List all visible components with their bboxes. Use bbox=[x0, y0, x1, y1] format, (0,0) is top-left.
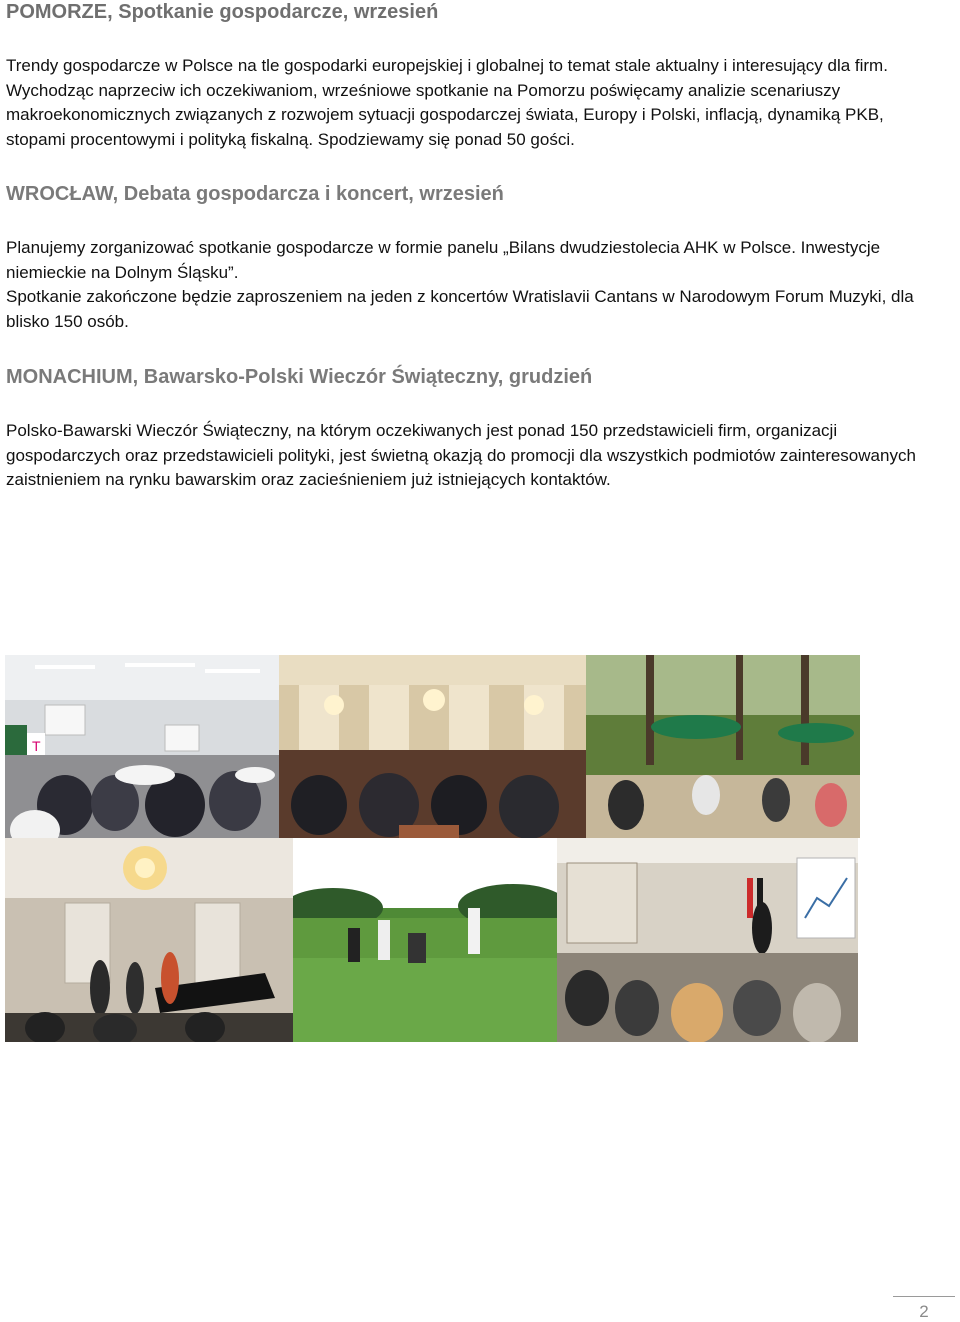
telekom-logo: T bbox=[32, 738, 41, 754]
section-heading: POMORZE, Spotkanie gospodarcze, wrzesień bbox=[6, 1, 439, 23]
photo-garden-party bbox=[586, 655, 860, 838]
section-paragraph: Spotkanie zakończone będzie zaproszeniem na jeden z koncertów Wratislavii Cantans w Narodowym Forum Muzyki, dla blisko 150 osób. bbox=[6, 287, 914, 331]
photo-conference-hall bbox=[5, 655, 279, 838]
section-wroclaw bbox=[6, 182, 926, 334]
photo-palace-ballroom bbox=[279, 655, 586, 838]
section-heading: WROCŁAW, Debata gospodarcza i koncert, wrzesień bbox=[6, 183, 504, 205]
footer-divider bbox=[893, 1296, 955, 1297]
section-monachium bbox=[6, 365, 926, 493]
page-number: 2 bbox=[919, 1302, 929, 1321]
section-paragraph: Trendy gospodarcze w Polsce na tle gospodarki europejskiej i globalnej to temat stale aktualny i interesujący dla firm. Wychodząc naprzeciw ich oczekiwaniom, wrześniowe spotkanie na Pomorzu poświęcamy analizie scenariuszy makroekonomicznych związanych z rozwojem sytuacji gospodarczej świata, Europy i Polski, inflacją, dynamiką PKB, stopami procentowymi i polityką fiskalną. Spodziewamy się ponad 50 gości. bbox=[6, 56, 888, 149]
section-paragraph: Polsko-Bawarski Wieczór Świąteczny, na którym oczekiwanych jest ponad 150 przedstawicieli firm, organizacji gospodarczych oraz przedstawicieli polityki, jest świetną okazją do promocji dla wszystkich podmiotów zainteresowanych zaistnieniem na rynku bawarskim oraz zacieśnieniem już istniejących kontaktów. bbox=[6, 421, 916, 489]
photo-golf-course bbox=[293, 838, 557, 1042]
section-paragraph: Planujemy zorganizować spotkanie gospodarcze w formie panelu „Bilans dwudziestolecia AHK w Polsce. Inwestycje niemieckie na Dolnym Śląsku”. bbox=[6, 238, 881, 282]
section-heading: MONACHIUM, Bawarsko-Polski Wieczór Świąteczny, grudzień bbox=[6, 366, 593, 388]
photo-presentation bbox=[557, 838, 858, 1042]
section-pomorze bbox=[6, 0, 926, 152]
photo-piano-concert bbox=[5, 838, 293, 1042]
